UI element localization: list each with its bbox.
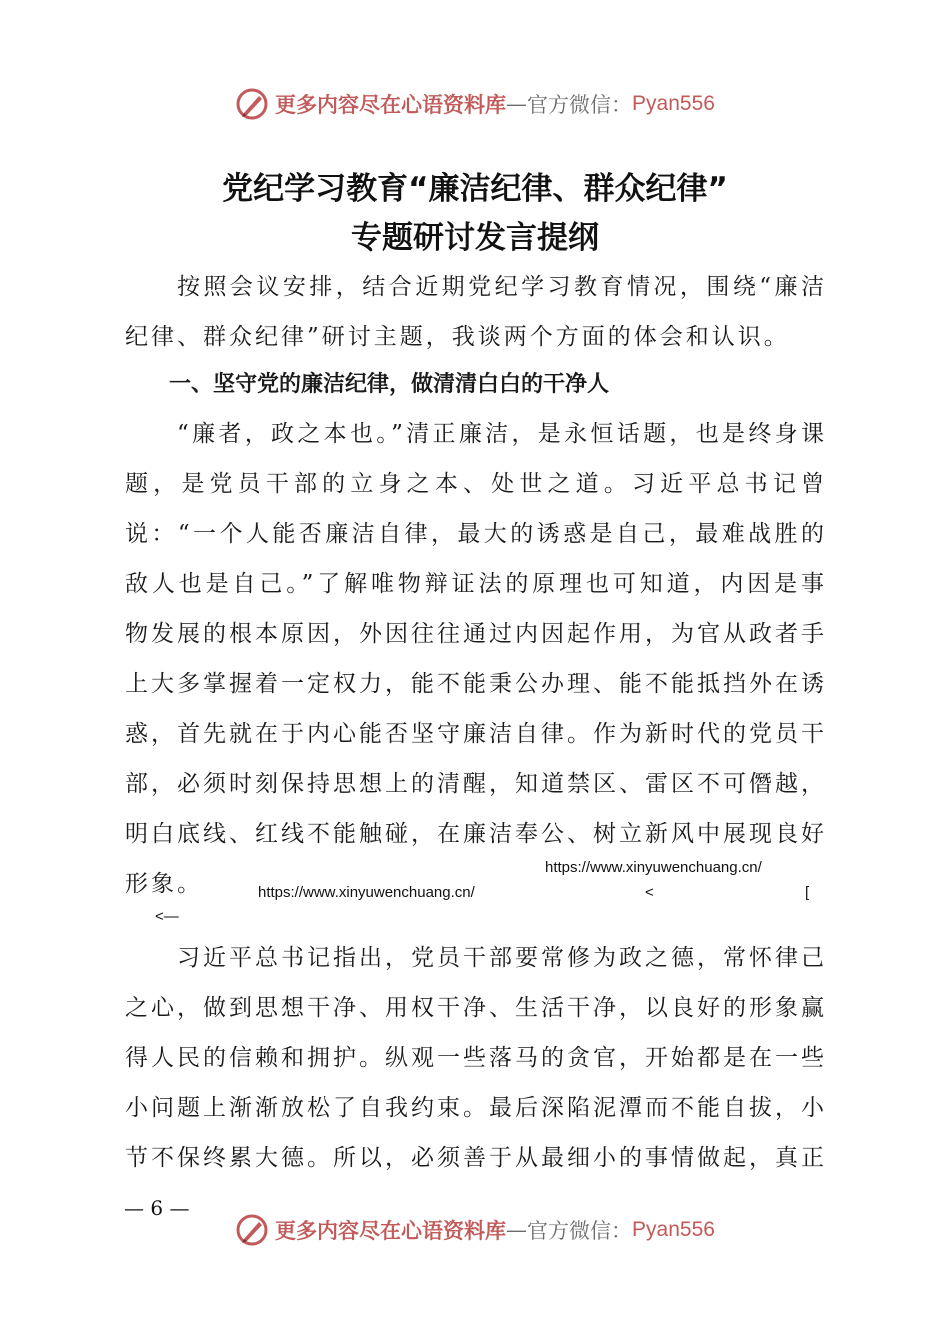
pen-logo-icon — [235, 87, 269, 121]
watermark-label: 官方微信： — [527, 1219, 633, 1243]
link-mark-2: [ — [805, 884, 810, 901]
watermark-text: 更多内容尽在心语资料库 — [275, 92, 507, 117]
watermark-text: 更多内容尽在心语资料库 — [275, 1218, 507, 1243]
watermark-bottom — [0, 1208, 950, 1252]
watermark-dash: — — [506, 92, 528, 116]
url-link-2[interactable]: https://www.xinyuwenchuang.cn/ — [258, 884, 475, 901]
link-mark-1: < — [645, 884, 654, 901]
intro-paragraph: 按照会议安排，结合近期党纪学习教育情况，围绕“廉洁纪律、群众纪律”研讨主题，我谈两个方面的体会和认识。 — [125, 274, 827, 350]
watermark-id: Pyan556 — [632, 1218, 715, 1241]
title-line-1: 党纪学习教育“廉洁纪律、群众纪律” — [222, 171, 728, 207]
url-link-1[interactable]: https://www.xinyuwenchuang.cn/ — [545, 859, 762, 876]
pen-logo-icon — [235, 1213, 269, 1247]
section-heading: 一、坚守党的廉洁纪律，做清清白白的干净人 — [169, 372, 610, 397]
watermark-top — [0, 82, 950, 126]
link-mark-3: <— — [155, 908, 179, 925]
watermark-dash: — — [506, 1218, 528, 1242]
body-paragraph-2: 习近平总书记指出，党员干部要常修为政之德，常怀律己之心，做到思想干净、用权干净、生活干净，以良好的形象赢得人民的信赖和拥护。纵观一些落马的贪官，开始都是在一些小问题上渐渐放松了自我约束。最后深陷泥潭而不能自拔，小节不保终累大德。所以，必须善于从最细小的事情做起，真正 — [125, 945, 827, 1171]
body-paragraph-1: “廉者，政之本也。”清正廉洁，是永恒话题，也是终身课题，是党员干部的立身之本、处世之道。习近平总书记曾说：“一个人能否廉洁自律，最大的诱惑是自己，最难战胜的敌人也是自己。”了解唯物辩证法的原理也可知道，内因是事物发展的根本原因，外因往往通过内因起作用，为官从政者手上大多掌握着一定权力，能不能秉公办理、能不能抵挡外在诱惑，首先就在于内心能否坚守廉洁自律。作为新时代的党员干部，必须时刻保持思想上的清醒，知道禁区、雷区不可僭越，明白底线、红线不能触碰，在廉洁奉公、树立新风中展现良好形象。 — [125, 421, 827, 897]
page-number: — 6 — — [124, 1196, 190, 1220]
watermark-id: Pyan556 — [632, 92, 715, 115]
watermark-label: 官方微信： — [527, 93, 633, 117]
title-line-2: 专题研讨发言提纲 — [351, 220, 599, 256]
